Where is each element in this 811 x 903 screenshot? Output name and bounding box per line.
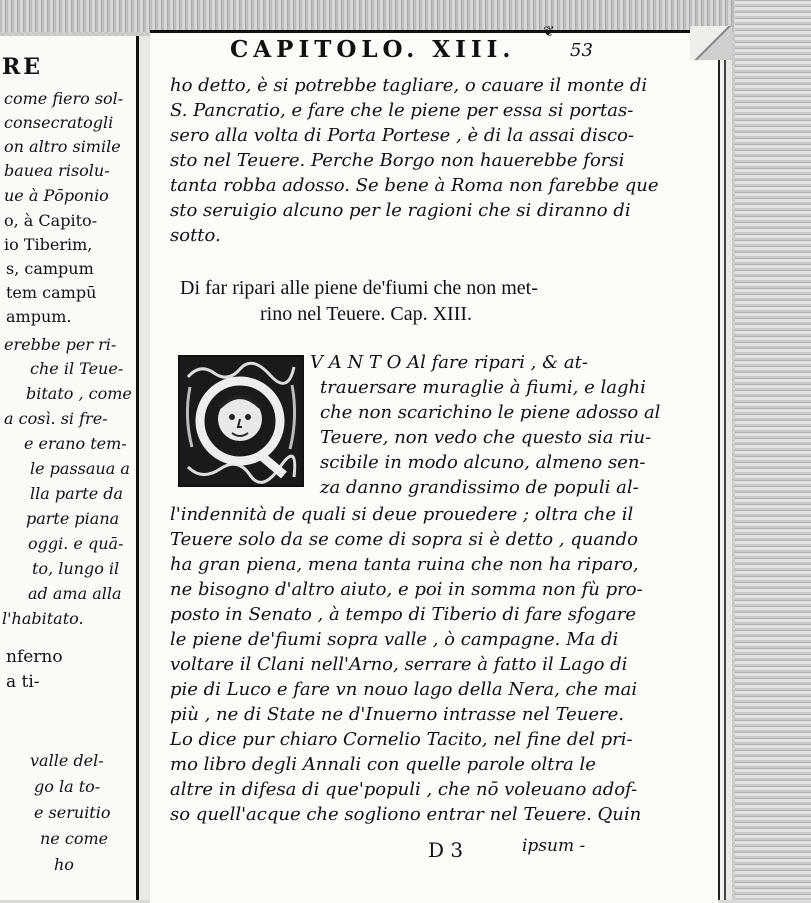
body-line: Lo dice pur chiaro Cornelio Tacito, nel fine del pri- — [170, 729, 633, 750]
left-page-line: l'habitato. — [2, 609, 84, 628]
body-line: mo libro degli Annali con quelle parole oltra le — [170, 754, 596, 775]
left-page-line: bauea risolu- — [4, 161, 110, 180]
page-number: 53 — [570, 40, 593, 61]
body-line: sotto. — [170, 225, 221, 246]
left-page-line: ue à Pōponio — [4, 186, 109, 205]
left-page-line: a ti- — [6, 672, 40, 692]
left-page-line: io Tiberim, — [4, 235, 93, 254]
body-line: che non scarichino le piene adosso al — [320, 402, 661, 423]
left-page-line: che il Teue- — [30, 359, 124, 378]
body-line: l'indennità de quali si deue prouedere ; oltra che il — [170, 504, 634, 525]
left-page-line: consecratogli — [4, 113, 114, 132]
body-line: so quell'acque che sogliono entrar nel Teuere. Quin — [170, 804, 642, 825]
left-page-heading: RE — [2, 54, 44, 80]
left-page-line: ho — [54, 855, 74, 874]
scan-right-edge — [735, 0, 811, 900]
book-gutter — [136, 36, 150, 900]
body-line: altre in difesa di que'populi , che nō voleuano adof- — [170, 779, 638, 800]
page-edge — [718, 30, 732, 900]
body-line: sto nel Teuere. Perche Borgo non hauerebbe forsi — [170, 150, 625, 171]
body-line: za danno grandissimo de populi al- — [320, 477, 639, 498]
signature-mark: D 3 — [428, 838, 464, 862]
left-page-line: valle del- — [30, 751, 104, 770]
body-line: ho detto, è si potrebbe tagliare, o cauare il monte di — [170, 75, 648, 96]
left-page-line: go la to- — [34, 777, 101, 796]
body-line: S. Pancratio, e fare che le piene per essa si portas- — [170, 100, 634, 121]
left-page-line: on altro simile — [4, 137, 121, 156]
section-title-line: Di far ripari alle piene de'fiumi che non met- — [180, 277, 538, 299]
body-line: Teuere, non vedo che questo sia riu- — [320, 427, 652, 448]
running-head: CAPITOLO. XIII. — [230, 36, 516, 63]
header-ornament: ❦ — [543, 24, 555, 40]
left-page-line: tem campū — [6, 283, 97, 302]
left-page-line: nferno — [6, 647, 63, 667]
left-page-line: lla parte da — [30, 484, 124, 503]
left-page-line: bitato , come — [26, 384, 132, 403]
body-line: voltare il Clani nell'Arno, serrare à fatto il Lago di — [170, 654, 628, 675]
section-title-line: rino nel Teuere. Cap. XIII. — [260, 303, 473, 325]
left-page-line: le passaua a — [30, 459, 130, 478]
left-page-line: ampum. — [6, 307, 72, 326]
body-line: V A N T O Al fare ripari , & at- — [310, 352, 588, 373]
body-line: più , ne di State ne d'Inuerno intrasse nel Teuere. — [170, 704, 625, 725]
left-page-line: o, à Capito- — [4, 211, 98, 230]
body-line: sero alla volta di Porta Portese , è di la assai disco- — [170, 125, 634, 146]
left-page-line: ad ama alla — [28, 584, 122, 603]
body-line: pie di Luco e fare vn nouo lago della Nera, che mai — [170, 679, 638, 700]
drop-cap-ornament-icon — [180, 357, 302, 485]
body-line: sto seruigio alcuno per le ragioni che si diranno di — [170, 200, 631, 221]
body-line: le piene de'fiumi sopra valle , ò campagne. Ma di — [170, 629, 619, 650]
body-line: tanta robba adosso. Se bene à Roma non farebbe que — [170, 175, 659, 196]
body-line: scibile in modo alcuno, almeno sen- — [320, 452, 646, 473]
left-page-line: e erano tem- — [24, 434, 127, 453]
drop-cap-q — [178, 355, 304, 487]
left-page-line: oggi. e quā- — [28, 534, 124, 553]
left-page — [0, 36, 138, 900]
left-page-line: ne come — [40, 829, 109, 848]
body-line: ha gran piena, mena tanta ruina che non ha riparo, — [170, 554, 639, 575]
left-page-line: s, campum — [6, 259, 94, 278]
left-page-line: a così. si fre- — [4, 409, 108, 428]
page-corner-fold — [690, 26, 732, 60]
body-line: posto in Senato , à tempo di Tiberio di fare sfogare — [170, 604, 636, 625]
left-page-line: parte piana — [26, 509, 120, 528]
body-line: trauersare muraglie à fiumi, e laghi — [320, 377, 646, 398]
left-page-line: erebbe per ri- — [4, 335, 117, 354]
left-page-line: come fiero sol- — [4, 89, 124, 108]
body-line: ne bisogno d'altro aiuto, e poi in somma non fù pro- — [170, 579, 643, 600]
left-page-line: e seruitio — [34, 803, 111, 822]
left-page-line: to, lungo il — [32, 559, 120, 578]
catchword: ipsum - — [522, 836, 586, 856]
body-line: Teuere solo da se come di sopra si è detto , quando — [170, 529, 639, 550]
